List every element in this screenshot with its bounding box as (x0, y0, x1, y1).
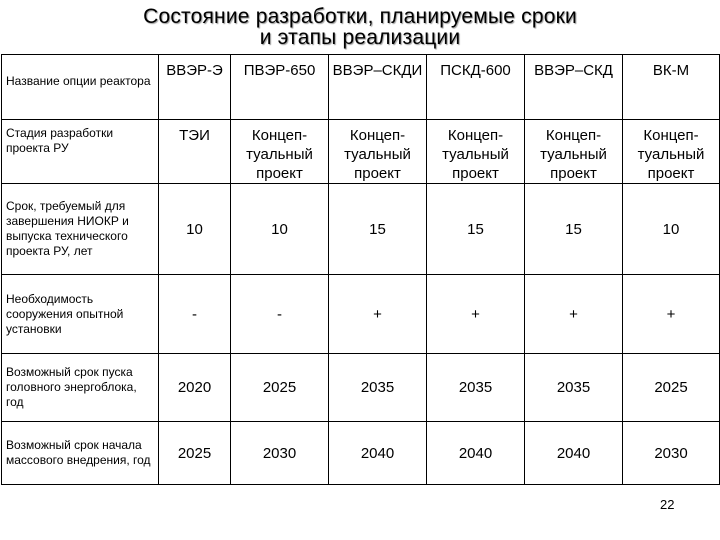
row-label: Название опции реактора (2, 55, 159, 120)
table-row-mass-deployment (2, 422, 720, 485)
table-row-design-stage (2, 120, 720, 184)
table-cell: Концеп-туальный проект (525, 120, 623, 184)
table-cell: Концеп-туальный проект (329, 120, 427, 184)
table-cell: 10 (159, 184, 231, 275)
page-number: 22 (660, 497, 675, 512)
table-row-first-unit-start (2, 354, 720, 422)
table-cell: - (231, 275, 329, 354)
table-cell: + (623, 275, 720, 354)
table-cell: 2035 (427, 354, 525, 422)
table-cell: ВК-М (623, 55, 720, 120)
slide-title (0, 6, 720, 48)
table-cell: Концеп-туальный проект (231, 120, 329, 184)
slide-title-line-2: и этапы реализации (259, 26, 461, 49)
table-cell: 15 (427, 184, 525, 275)
table-cell: ПВЭР-650 (231, 55, 329, 120)
table-cell: 2025 (623, 354, 720, 422)
table-cell: 2035 (525, 354, 623, 422)
table-cell: 2040 (427, 422, 525, 485)
table-cell: Концеп-туальный проект (427, 120, 525, 184)
table-cell: 2025 (159, 422, 231, 485)
table-cell: - (159, 275, 231, 354)
row-label: Стадия разработки проекта РУ (2, 120, 159, 184)
reactor-options-table (1, 54, 720, 485)
table-cell: ВВЭР–СКД (525, 55, 623, 120)
table-cell: 10 (623, 184, 720, 275)
row-label: Необходимость сооружения опытной установки (2, 275, 159, 354)
table-cell: + (427, 275, 525, 354)
table-cell: 2040 (525, 422, 623, 485)
table-cell: + (329, 275, 427, 354)
table-row-rd-duration (2, 184, 720, 275)
table-cell: Концеп-туальный проект (623, 120, 720, 184)
table-cell: 2030 (623, 422, 720, 485)
table-cell: ВВЭР–СКДИ (329, 55, 427, 120)
table-cell: 2020 (159, 354, 231, 422)
row-label: Возможный срок пуска головного энергоблока, год (2, 354, 159, 422)
table-row-pilot-plant (2, 275, 720, 354)
row-label: Возможный срок начала массового внедрения, год (2, 422, 159, 485)
table-cell: 2035 (329, 354, 427, 422)
table-cell: 2025 (231, 354, 329, 422)
table-cell: ТЭИ (159, 120, 231, 184)
table-cell: 15 (525, 184, 623, 275)
table-cell: + (525, 275, 623, 354)
table-cell: 2040 (329, 422, 427, 485)
table-cell: 10 (231, 184, 329, 275)
table-row-reactor-name (2, 55, 720, 120)
table-cell: 15 (329, 184, 427, 275)
table-cell: 2030 (231, 422, 329, 485)
row-label: Срок, требуемый для завершения НИОКР и выпуска технического проекта РУ, лет (2, 184, 159, 275)
slide-title-line-1: Состояние разработки, планируемые сроки (143, 5, 577, 28)
table-cell: ПСКД-600 (427, 55, 525, 120)
table-cell: ВВЭР-Э (159, 55, 231, 120)
